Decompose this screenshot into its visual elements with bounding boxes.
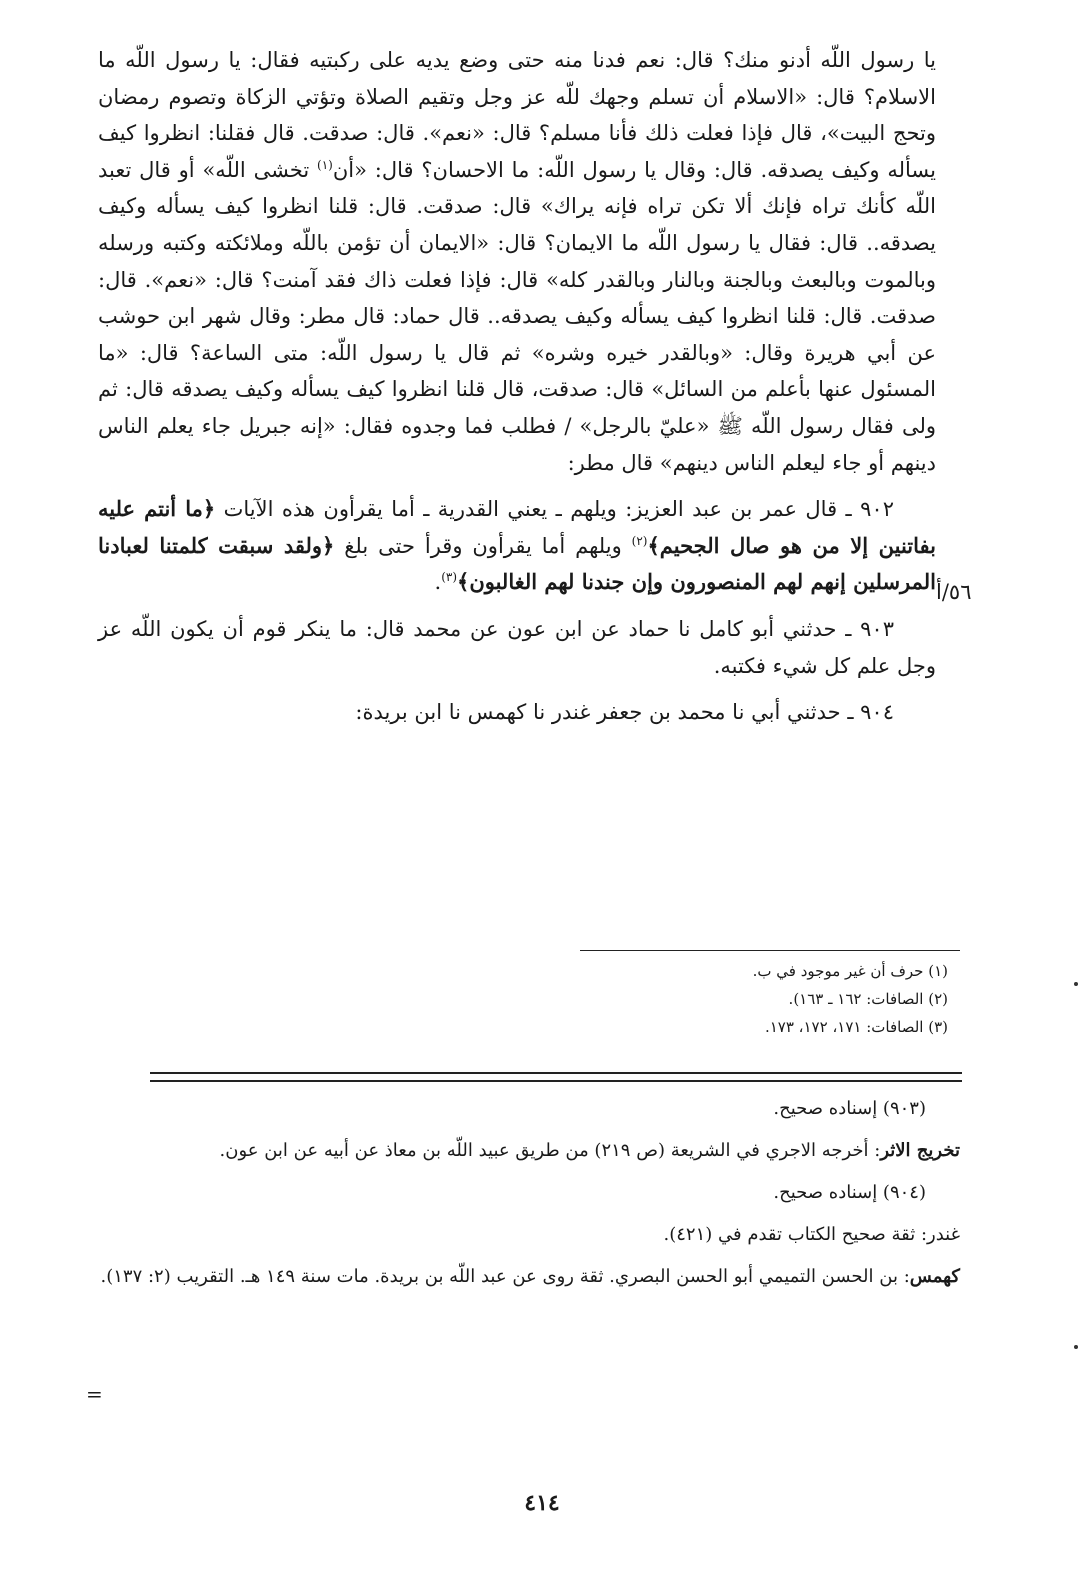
narrator-ghundar: غندر: ثقة صحيح الكتاب تقدم في (٤٢١).: [663, 1224, 960, 1245]
paragraph-902-middle: ويلهم أما يقرأون وقرأ حتى بلغ: [334, 533, 632, 558]
paragraph-904: ٩٠٤ ـ حدثني أبي نا محمد بن جعفر غندر نا كهمس نا ابن بريدة:: [355, 700, 894, 725]
kahmas-label: كهمس: [909, 1266, 960, 1287]
main-text-block: [98, 42, 972, 731]
footnote-marker-3: (٣): [441, 570, 458, 585]
commentary-904-heading: (٩٠٤) إسناده صحيح.: [773, 1182, 926, 1203]
footnote-marker-1: (١): [317, 157, 333, 172]
commentary-divider: [150, 1072, 962, 1082]
kahmas-text: : بن الحسن التميمي أبو الحسن البصري. ثقة روى عن عبد اللّه بن بريدة. مات سنة ١٤٩ هـ. التقريب (٢: ١٣٧).: [100, 1266, 910, 1287]
footnote-1: (١) حرف أن غير موجود في ب.: [752, 962, 948, 980]
scan-speck: [1074, 982, 1078, 986]
commentary-903-heading: (٩٠٣) إسناده صحيح.: [773, 1098, 926, 1119]
footnotes-section: [580, 950, 960, 1041]
narrator-kahmas: [98, 1260, 960, 1294]
continuation-mark: =: [86, 1382, 103, 1406]
commentary-903-takhrij: [98, 1134, 960, 1168]
paragraph-903: ٩٠٣ ـ حدثني أبو كامل نا حماد عن ابن عون عن محمد قال: ما ينكر قوم أن يكون اللّه عز وجل علم كل شيء فكتبه.: [98, 616, 936, 678]
footnote-marker-2: (٢): [631, 533, 648, 548]
hadith-text-part-1: يا رسول اللّه أدنو منك؟ قال: نعم فدنا منه حتى وضع يديه على ركبتيه فقال: يا رسول اللّه ما الاسلام؟ قال: «الاسلام أن تسلم وجهك للّه عز وجل وتقيم الصلاة وتؤتي الزكاة وتصوم رمضان وتحج البيت»، قال فإذا فعلت ذلك فأنا مسلم؟ قال: «نعم». قال: صدقت. قال فقلنا: انظروا كيف يسأله وكيف يصدقه. قال: وقال يا رسول اللّه: ما الاحسان؟ قال: «أن: [98, 48, 936, 182]
scan-speck: [1074, 1345, 1078, 1349]
manuscript-folio-reference: ٥٦/أ: [936, 580, 972, 604]
takhrij-label: تخريج الاثر: [880, 1140, 960, 1161]
hadith-continuation: [98, 42, 936, 481]
quran-quote-2: ﴿ولقد سبقت كلمتنا لعبادنا المرسلين إنهم لهم المنصورون وإن جندنا لهم الغالبون﴾: [98, 532, 936, 595]
paragraph-902: [98, 491, 936, 601]
paragraph-902-end: .: [434, 570, 442, 595]
page-number: ٤١٤: [524, 1490, 560, 1516]
paragraph-902-intro: ٩٠٢ ـ قال عمر بن عبد العزيز: ويلهم ـ يعني القدرية ـ أما يقرأون هذه الآيات: [215, 497, 894, 522]
commentary-section: [98, 1092, 960, 1302]
footnote-2: (٢) الصافات: ١٦٢ ـ ١٦٣).: [788, 990, 948, 1008]
takhrij-text: : أخرجه الاجري في الشريعة (ص ٢١٩) من طريق عبيد اللّه بن معاذ عن أبيه عن ابن عون.: [219, 1140, 881, 1161]
quran-quote-1: ﴿ما أنتم عليه بفاتنين إلا من هو صال الجحيم﴾: [98, 496, 937, 558]
footnote-3: (٣) الصافات: ١٧١، ١٧٢، ١٧٣.: [764, 1018, 948, 1036]
hadith-text-part-2: تخشى اللّه» أو قال تعبد اللّه كأنك تراه فإنك ألا تكن تراه فإنه يراك» قال: صدقت. قال: قلنا انظروا كيف يسأله وكيف يصدقه.. قال: فقال يا رسول اللّه ما الايمان؟ قال: «الايمان أن تؤمن باللّه وملائكته وكتبه ورسله وبالموت وبالبعث وبالجنة وبالنار وبالقدر كله» قال: فإذا فعلت ذاك فقد آمنت؟ قال: «نعم». قال: صدقت. قال: قلنا انظروا كيف يسأله وكيف يصدقه.. قال حماد: قال مطر: وقال شهر ابن حوشب عن أبي هريرة وقال: «وبالقدر خيره وشره» ثم قال يا رسول اللّه: متى الساعة؟ قال: «ما المسئول عنها بأعلم من السائل» قال: صدقت، قال قلنا انظروا كيف يسأله وكيف يصدقه قال: ثم ولى فقال رسول اللّه ﷺ «عليّ بالرجل» / فطلب فما وجدوه فقال: «إنه جبريل جاء يعلم الناس دينهم أو جاء ليعلم الناس دينهم» قال مطر:: [98, 157, 936, 475]
footnote-divider: [580, 950, 960, 951]
